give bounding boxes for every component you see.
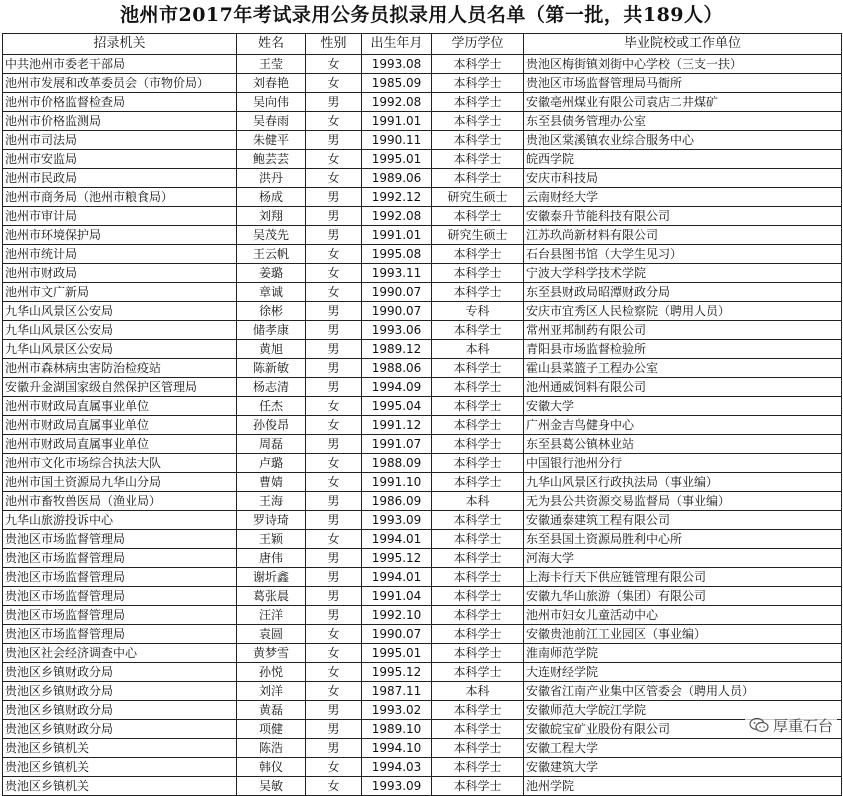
cell-name: 周磊 xyxy=(237,435,306,454)
cell-sex: 男 xyxy=(306,207,362,226)
table-row xyxy=(3,739,842,758)
cell-name: 唐伟 xyxy=(237,549,306,568)
cell-education: 本科学士 xyxy=(432,777,524,796)
cell-org: 池州市安监局 xyxy=(3,150,237,169)
cell-sex: 男 xyxy=(306,321,362,340)
cell-school-unit: 安徽师范大学皖江学院 xyxy=(524,701,842,720)
table-row xyxy=(3,606,842,625)
cell-sex: 女 xyxy=(306,625,362,644)
cell-birth: 1993.02 xyxy=(362,701,432,720)
cell-sex: 女 xyxy=(306,454,362,473)
cell-school-unit: 石台县图书馆（大学生见习） xyxy=(524,245,842,264)
cell-school-unit: 安徽泰升节能科技有限公司 xyxy=(524,207,842,226)
cell-birth: 1993.09 xyxy=(362,777,432,796)
table-row xyxy=(3,226,842,245)
cell-birth: 1994.01 xyxy=(362,530,432,549)
cell-birth: 1995.12 xyxy=(362,549,432,568)
cell-birth: 1990.07 xyxy=(362,283,432,302)
cell-education: 本科学士 xyxy=(432,758,524,777)
cell-school-unit: 无为县公共资源交易监督局（事业编） xyxy=(524,492,842,511)
cell-name: 刘洋 xyxy=(237,682,306,701)
cell-education: 本科学士 xyxy=(432,701,524,720)
cell-birth: 1991.04 xyxy=(362,587,432,606)
cell-school-unit: 池州通威饲料有限公司 xyxy=(524,378,842,397)
table-row xyxy=(3,131,842,150)
cell-school-unit: 东至县财政局昭潭财政分局 xyxy=(524,283,842,302)
page-title: 池州市2017年考试录用公务员拟录用人员名单（第一批，共189人） xyxy=(119,4,724,26)
cell-sex: 女 xyxy=(306,169,362,188)
table-row xyxy=(3,682,842,701)
cell-education: 本科学士 xyxy=(432,321,524,340)
cell-education: 本科学士 xyxy=(432,283,524,302)
cell-name: 陈新敏 xyxy=(237,359,306,378)
cell-birth: 1990.11 xyxy=(362,131,432,150)
cell-birth: 1986.09 xyxy=(362,492,432,511)
cell-org: 贵池区乡镇财政分局 xyxy=(3,682,237,701)
cell-sex: 男 xyxy=(306,226,362,245)
cell-school-unit: 大连财经学院 xyxy=(524,663,842,682)
cell-school-unit: 安徽贵池前江工业园区（事业编） xyxy=(524,625,842,644)
cell-org: 九华山旅游投诉中心 xyxy=(3,511,237,530)
table-row xyxy=(3,625,842,644)
cell-school-unit: 东至县债务管理办公室 xyxy=(524,112,842,131)
header-sex: 性别 xyxy=(306,34,362,55)
cell-birth: 1995.08 xyxy=(362,245,432,264)
cell-education: 本科学士 xyxy=(432,131,524,150)
cell-name: 韩仪 xyxy=(237,758,306,777)
cell-org: 池州市统计局 xyxy=(3,245,237,264)
cell-sex: 男 xyxy=(306,93,362,112)
cell-education: 本科学士 xyxy=(432,378,524,397)
table-row xyxy=(3,283,842,302)
cell-org: 贵池区市场监督管理局 xyxy=(3,606,237,625)
cell-school-unit: 安庆市科技局 xyxy=(524,169,842,188)
cell-name: 王莹 xyxy=(237,55,306,74)
roster-table xyxy=(2,33,842,796)
cell-school-unit: 安徽九华山旅游（集团）有限公司 xyxy=(524,587,842,606)
cell-name: 刘翔 xyxy=(237,207,306,226)
cell-org: 池州市司法局 xyxy=(3,131,237,150)
cell-education: 本科学士 xyxy=(432,112,524,131)
cell-name: 谢圻鑫 xyxy=(237,568,306,587)
cell-school-unit: 安徽亳州煤业有限公司袁店二井煤矿 xyxy=(524,93,842,112)
table-row xyxy=(3,758,842,777)
cell-sex: 男 xyxy=(306,568,362,587)
cell-education: 本科学士 xyxy=(432,739,524,758)
cell-sex: 男 xyxy=(306,340,362,359)
cell-name: 卢璐 xyxy=(237,454,306,473)
cell-birth: 1991.07 xyxy=(362,435,432,454)
table-row xyxy=(3,55,842,74)
cell-name: 王云帆 xyxy=(237,245,306,264)
header-name: 姓名 xyxy=(237,34,306,55)
cell-birth: 1994.10 xyxy=(362,739,432,758)
cell-education: 本科学士 xyxy=(432,587,524,606)
cell-school-unit: 河海大学 xyxy=(524,549,842,568)
cell-school-unit: 安徽通泰建筑工程有限公司 xyxy=(524,511,842,530)
cell-org: 贵池区市场监督管理局 xyxy=(3,549,237,568)
cell-sex: 男 xyxy=(306,188,362,207)
cell-birth: 1991.12 xyxy=(362,416,432,435)
cell-sex: 男 xyxy=(306,701,362,720)
cell-education: 本科学士 xyxy=(432,264,524,283)
table-row xyxy=(3,340,842,359)
cell-education: 研究生硕士 xyxy=(432,188,524,207)
cell-birth: 1993.06 xyxy=(362,321,432,340)
cell-name: 陈浩 xyxy=(237,739,306,758)
cell-org: 池州市财政局直属事业单位 xyxy=(3,397,237,416)
cell-school-unit: 贵池区市场监督管理局马衙所 xyxy=(524,74,842,93)
cell-birth: 1994.01 xyxy=(362,568,432,587)
cell-education: 本科学士 xyxy=(432,74,524,93)
cell-sex: 女 xyxy=(306,74,362,93)
cell-org: 九华山风景区公安局 xyxy=(3,340,237,359)
cell-school-unit: 霍山县菜篮子工程办公室 xyxy=(524,359,842,378)
cell-org: 池州市文广新局 xyxy=(3,283,237,302)
cell-sex: 女 xyxy=(306,777,362,796)
table-row xyxy=(3,264,842,283)
cell-sex: 女 xyxy=(306,55,362,74)
cell-birth: 1992.12 xyxy=(362,188,432,207)
cell-name: 孙俊昂 xyxy=(237,416,306,435)
cell-birth: 1990.07 xyxy=(362,302,432,321)
cell-school-unit: 安徽工程大学 xyxy=(524,739,842,758)
cell-org: 池州市价格监督检查局 xyxy=(3,93,237,112)
cell-org: 池州市畜牧兽医局（渔业局） xyxy=(3,492,237,511)
cell-sex: 女 xyxy=(306,416,362,435)
table-row xyxy=(3,568,842,587)
table-row xyxy=(3,435,842,454)
cell-name: 王颖 xyxy=(237,530,306,549)
cell-sex: 女 xyxy=(306,283,362,302)
table-row xyxy=(3,93,842,112)
cell-name: 刘春艳 xyxy=(237,74,306,93)
cell-school-unit: 安徽建筑大学 xyxy=(524,758,842,777)
cell-org: 池州市财政局 xyxy=(3,264,237,283)
cell-birth: 1995.01 xyxy=(362,644,432,663)
cell-org: 池州市森林病虫害防治检疫站 xyxy=(3,359,237,378)
table-header-row xyxy=(3,34,842,55)
cell-education: 本科学士 xyxy=(432,359,524,378)
cell-name: 汪洋 xyxy=(237,606,306,625)
cell-education: 本科学士 xyxy=(432,397,524,416)
cell-school-unit: 常州亚邦制药有限公司 xyxy=(524,321,842,340)
cell-org: 贵池区市场监督管理局 xyxy=(3,568,237,587)
watermark xyxy=(745,714,837,736)
cell-education: 本科学士 xyxy=(432,625,524,644)
cell-birth: 1991.01 xyxy=(362,226,432,245)
cell-school-unit: 云南财经大学 xyxy=(524,188,842,207)
cell-education: 本科学士 xyxy=(432,169,524,188)
table-row xyxy=(3,720,842,739)
cell-org: 池州市财政局直属事业单位 xyxy=(3,435,237,454)
cell-org: 中共池州市委老干部局 xyxy=(3,55,237,74)
header-education: 学历学位 xyxy=(432,34,524,55)
cell-org: 池州市商务局（池州市粮食局） xyxy=(3,188,237,207)
cell-org: 九华山风景区公安局 xyxy=(3,321,237,340)
cell-sex: 男 xyxy=(306,720,362,739)
cell-org: 安徽升金湖国家级自然保护区管理局 xyxy=(3,378,237,397)
table-row xyxy=(3,644,842,663)
cell-org: 池州市财政局直属事业单位 xyxy=(3,416,237,435)
cell-education: 本科 xyxy=(432,682,524,701)
cell-school-unit: 池州市妇女儿童活动中心 xyxy=(524,606,842,625)
table-row xyxy=(3,492,842,511)
cell-school-unit: 安庆市宜秀区人民检察院（聘用人员） xyxy=(524,302,842,321)
table-row xyxy=(3,150,842,169)
cell-sex: 男 xyxy=(306,549,362,568)
cell-sex: 男 xyxy=(306,435,362,454)
cell-org: 池州市文化市场综合执法大队 xyxy=(3,454,237,473)
cell-education: 本科学士 xyxy=(432,454,524,473)
cell-name: 袁圆 xyxy=(237,625,306,644)
table-row xyxy=(3,473,842,492)
cell-birth: 1994.09 xyxy=(362,378,432,397)
cell-school-unit: 东至县国土资源局胜利中心所 xyxy=(524,530,842,549)
cell-birth: 1989.12 xyxy=(362,340,432,359)
cell-school-unit: 宁波大学科学技术学院 xyxy=(524,264,842,283)
cell-sex: 女 xyxy=(306,473,362,492)
cell-name: 朱健平 xyxy=(237,131,306,150)
cell-birth: 1988.09 xyxy=(362,454,432,473)
cell-sex: 男 xyxy=(306,492,362,511)
cell-school-unit: 安徽省江南产业集中区管委会（聘用人员） xyxy=(524,682,842,701)
table-row xyxy=(3,321,842,340)
cell-name: 杨成 xyxy=(237,188,306,207)
cell-education: 本科学士 xyxy=(432,207,524,226)
cell-birth: 1991.01 xyxy=(362,112,432,131)
cell-sex: 女 xyxy=(306,112,362,131)
cell-birth: 1992.08 xyxy=(362,93,432,112)
cell-birth: 1988.06 xyxy=(362,359,432,378)
cell-name: 储孝康 xyxy=(237,321,306,340)
cell-school-unit: 青阳县市场监督检验所 xyxy=(524,340,842,359)
cell-education: 本科学士 xyxy=(432,511,524,530)
cell-education: 本科 xyxy=(432,492,524,511)
cell-education: 本科学士 xyxy=(432,473,524,492)
cell-birth: 1989.10 xyxy=(362,720,432,739)
cell-sex: 男 xyxy=(306,739,362,758)
cell-education: 本科 xyxy=(432,340,524,359)
cell-name: 曹婧 xyxy=(237,473,306,492)
cell-name: 徐彬 xyxy=(237,302,306,321)
cell-org: 贵池区乡镇机关 xyxy=(3,777,237,796)
cell-name: 黄磊 xyxy=(237,701,306,720)
cell-org: 贵池区市场监督管理局 xyxy=(3,587,237,606)
cell-name: 吴敏 xyxy=(237,777,306,796)
cell-org: 贵池区社会经济调查中心 xyxy=(3,644,237,663)
cell-org: 贵池区市场监督管理局 xyxy=(3,530,237,549)
table-row xyxy=(3,169,842,188)
cell-name: 孙悦 xyxy=(237,663,306,682)
cell-birth: 1990.07 xyxy=(362,625,432,644)
table-row xyxy=(3,207,842,226)
cell-name: 吴茂先 xyxy=(237,226,306,245)
cell-birth: 1993.11 xyxy=(362,264,432,283)
cell-education: 本科学士 xyxy=(432,416,524,435)
cell-org: 池州市审计局 xyxy=(3,207,237,226)
cell-education: 本科学士 xyxy=(432,663,524,682)
cell-birth: 1995.04 xyxy=(362,397,432,416)
cell-name: 吴春雨 xyxy=(237,112,306,131)
table-row xyxy=(3,359,842,378)
cell-sex: 女 xyxy=(306,150,362,169)
cell-school-unit: 淮南师范学院 xyxy=(524,644,842,663)
cell-org: 池州市环境保护局 xyxy=(3,226,237,245)
cell-org: 池州市发展和改革委员会（市物价局） xyxy=(3,74,237,93)
cell-school-unit: 中国银行池州分行 xyxy=(524,454,842,473)
cell-sex: 男 xyxy=(306,131,362,150)
cell-school-unit: 安徽大学 xyxy=(524,397,842,416)
cell-org: 池州市国土资源局九华山分局 xyxy=(3,473,237,492)
cell-school-unit: 安徽皖宝矿业股份有限公司 xyxy=(524,720,842,739)
cell-school-unit: 贵池区棠溪镇农业综合服务中心 xyxy=(524,131,842,150)
cell-sex: 女 xyxy=(306,245,362,264)
table-row xyxy=(3,245,842,264)
cell-sex: 女 xyxy=(306,530,362,549)
cell-sex: 男 xyxy=(306,587,362,606)
cell-name: 吴向伟 xyxy=(237,93,306,112)
cell-education: 本科学士 xyxy=(432,549,524,568)
cell-org: 贵池区市场监督管理局 xyxy=(3,625,237,644)
table-row xyxy=(3,397,842,416)
cell-name: 黄梦雪 xyxy=(237,644,306,663)
cell-name: 黄旭 xyxy=(237,340,306,359)
table-row xyxy=(3,777,842,796)
cell-education: 本科学士 xyxy=(432,55,524,74)
table-row xyxy=(3,302,842,321)
cell-sex: 女 xyxy=(306,682,362,701)
cell-education: 本科学士 xyxy=(432,606,524,625)
cell-name: 洪丹 xyxy=(237,169,306,188)
cell-org: 贵池区乡镇财政分局 xyxy=(3,720,237,739)
cell-name: 项健 xyxy=(237,720,306,739)
cell-birth: 1993.09 xyxy=(362,511,432,530)
cell-school-unit: 皖西学院 xyxy=(524,150,842,169)
cell-school-unit: 贵池区梅街镇刘街中心学校（三支一扶） xyxy=(524,55,842,74)
cell-org: 池州市价格监测局 xyxy=(3,112,237,131)
cell-sex: 男 xyxy=(306,302,362,321)
cell-sex: 男 xyxy=(306,359,362,378)
header-org: 招录机关 xyxy=(3,34,237,55)
cell-sex: 男 xyxy=(306,378,362,397)
cell-education: 专科 xyxy=(432,302,524,321)
cell-birth: 1993.08 xyxy=(362,55,432,74)
header-birth: 出生年月 xyxy=(362,34,432,55)
cell-school-unit: 上海卡行天下供应链管理有限公司 xyxy=(524,568,842,587)
cell-sex: 女 xyxy=(306,397,362,416)
cell-school-unit: 江苏玖尚新材料有限公司 xyxy=(524,226,842,245)
cell-sex: 女 xyxy=(306,758,362,777)
cell-sex: 男 xyxy=(306,511,362,530)
cell-school-unit: 广州金吉鸟健身中心 xyxy=(524,416,842,435)
cell-name: 任杰 xyxy=(237,397,306,416)
cell-sex: 男 xyxy=(306,606,362,625)
watermark-text: 厚重石台 xyxy=(772,716,833,735)
cell-birth: 1994.03 xyxy=(362,758,432,777)
cell-name: 姜璐 xyxy=(237,264,306,283)
cell-name: 王海 xyxy=(237,492,306,511)
cell-birth: 1989.06 xyxy=(362,169,432,188)
cell-education: 本科学士 xyxy=(432,245,524,264)
cell-education: 本科学士 xyxy=(432,720,524,739)
cell-org: 贵池区乡镇机关 xyxy=(3,739,237,758)
cell-education: 研究生硕士 xyxy=(432,226,524,245)
cell-name: 鲍芸芸 xyxy=(237,150,306,169)
table-row xyxy=(3,112,842,131)
cell-org: 九华山风景区公安局 xyxy=(3,302,237,321)
table-row xyxy=(3,416,842,435)
cell-birth: 1992.10 xyxy=(362,606,432,625)
cell-education: 本科学士 xyxy=(432,435,524,454)
cell-school-unit: 池州学院 xyxy=(524,777,842,796)
wechat-icon xyxy=(749,717,769,733)
cell-name: 章诚 xyxy=(237,283,306,302)
cell-name: 杨志清 xyxy=(237,378,306,397)
cell-education: 本科学士 xyxy=(432,644,524,663)
cell-sex: 女 xyxy=(306,264,362,283)
table-row xyxy=(3,378,842,397)
cell-school-unit: 东至县葛公镇林业站 xyxy=(524,435,842,454)
cell-name: 罗诗琦 xyxy=(237,511,306,530)
cell-org: 贵池区乡镇机关 xyxy=(3,758,237,777)
table-row xyxy=(3,511,842,530)
cell-sex: 女 xyxy=(306,663,362,682)
cell-sex: 女 xyxy=(306,644,362,663)
cell-birth: 1992.08 xyxy=(362,207,432,226)
cell-school-unit: 九华山风景区行政执法局（事业编） xyxy=(524,473,842,492)
cell-education: 本科学士 xyxy=(432,530,524,549)
cell-education: 本科学士 xyxy=(432,93,524,112)
cell-org: 贵池区乡镇财政分局 xyxy=(3,663,237,682)
cell-org: 池州市民政局 xyxy=(3,169,237,188)
cell-education: 本科学士 xyxy=(432,568,524,587)
cell-birth: 1995.12 xyxy=(362,663,432,682)
cell-birth: 1995.01 xyxy=(362,150,432,169)
table-row xyxy=(3,587,842,606)
cell-birth: 1991.10 xyxy=(362,473,432,492)
cell-education: 本科学士 xyxy=(432,150,524,169)
table-row xyxy=(3,549,842,568)
table-row xyxy=(3,188,842,207)
table-row xyxy=(3,454,842,473)
cell-name: 葛张晨 xyxy=(237,587,306,606)
table-row xyxy=(3,530,842,549)
cell-org: 贵池区乡镇财政分局 xyxy=(3,701,237,720)
cell-birth: 1985.09 xyxy=(362,74,432,93)
table-row xyxy=(3,663,842,682)
table-row xyxy=(3,74,842,93)
table-row xyxy=(3,701,842,720)
header-school-unit: 毕业院校或工作单位 xyxy=(524,34,842,55)
cell-birth: 1987.11 xyxy=(362,682,432,701)
